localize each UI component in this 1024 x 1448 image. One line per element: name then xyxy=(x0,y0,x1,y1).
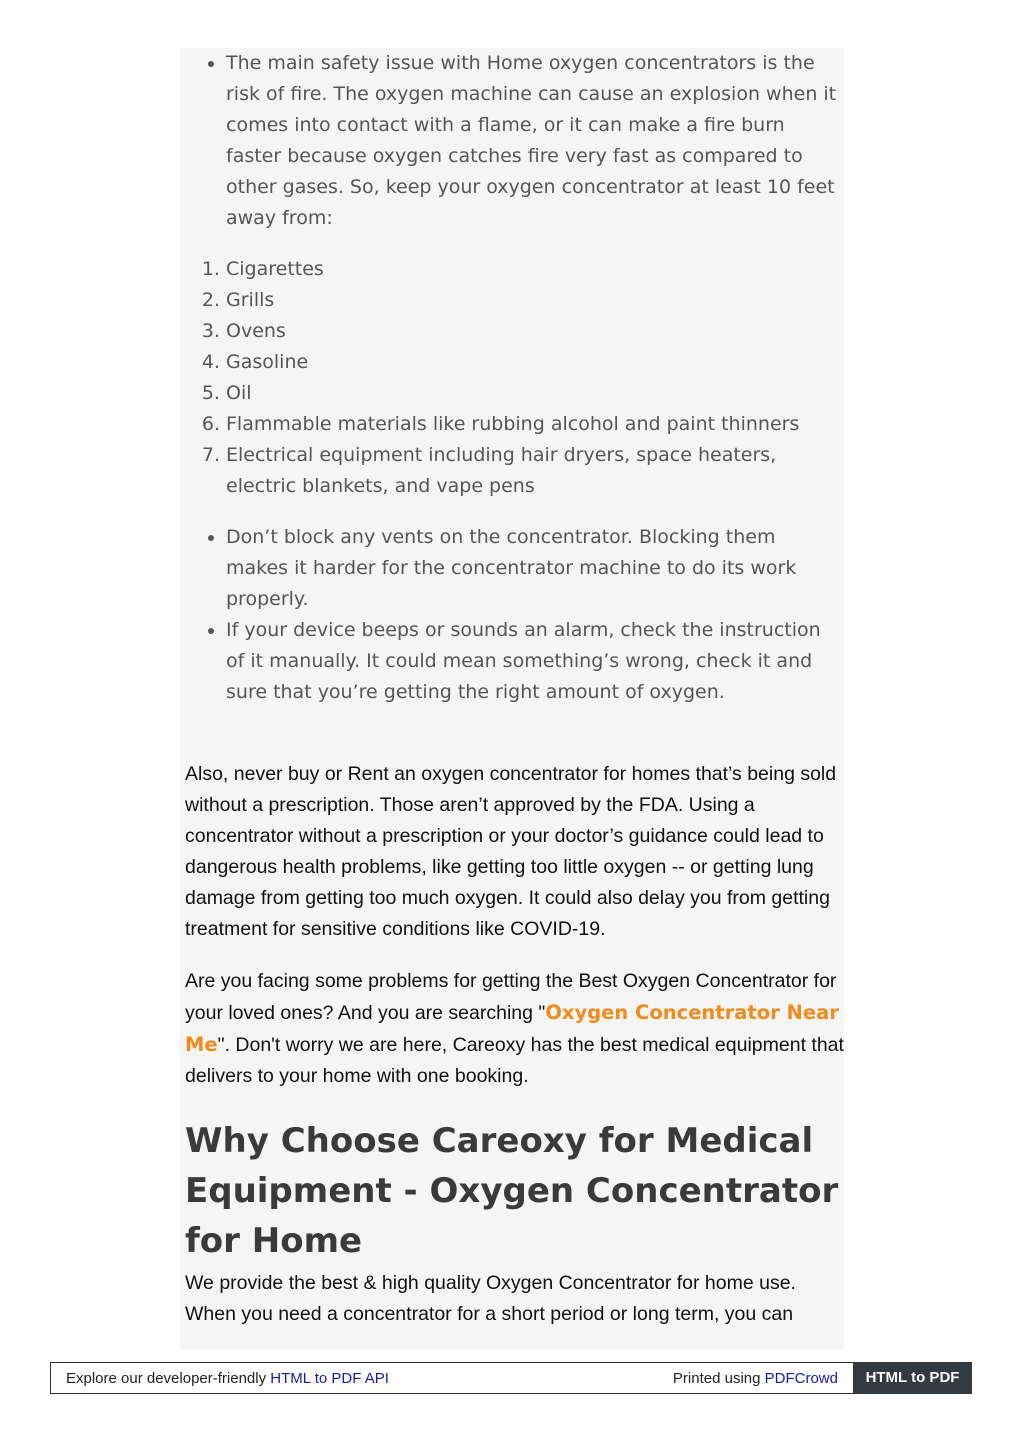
oxygen-concentrator-near-me-link[interactable]: Oxygen Concentrator Near Me xyxy=(185,1001,839,1056)
list-item: • Don’t block any vents on the concentrator. Blocking them makes it harder for the concentrator machine to do its work properly. xyxy=(226,522,841,615)
list-item: 7. Electrical equipment including hair dryers, space heaters, electric blankets, and vape pens xyxy=(226,440,841,502)
paragraph-text-before: Are you facing some problems for getting the Best Oxygen Concentrator for your loved ones? And you are searching " xyxy=(185,970,837,1024)
fire-safety-bullet-list xyxy=(185,48,841,234)
prescription-paragraph: Also, never buy or Rent an oxygen concentrator for homes that’s being sold without a prescription. Those aren’t approved by the FDA. Using a concentrator without a prescription or your doctor’s guidance could lead to dangerous health problems, like getting too little oxygen -- or getting lung damage from getting too much oxygen. It could also delay you from getting treatment for sensitive conditions like COVID-19. xyxy=(185,763,837,940)
list-item: 3. Ovens xyxy=(226,316,841,347)
hazards-numbered-list xyxy=(185,254,841,502)
footer-explore xyxy=(66,1370,389,1387)
html-to-pdf-badge-button[interactable]: HTML to PDF xyxy=(853,1362,972,1394)
html-to-pdf-api-link[interactable]: HTML to PDF API xyxy=(270,1370,389,1387)
pdfcrowd-link[interactable]: PDFCrowd xyxy=(764,1370,838,1387)
usage-tips-bullet-list xyxy=(185,522,841,708)
list-item: 1. Cigarettes xyxy=(226,254,841,285)
list-item: 5. Oil xyxy=(226,378,841,409)
list-item: 6. Flammable materials like rubbing alcohol and paint thinners xyxy=(226,409,841,440)
footer-printed xyxy=(673,1370,838,1387)
list-item: 4. Gasoline xyxy=(226,347,841,378)
why-choose-paragraph: We provide the best & high quality Oxygen Concentrator for home use. When you need a concentrator for a short period or long term, you can xyxy=(185,1272,796,1325)
paragraph-text-after: ". Don't worry we are here, Careoxy has the best medical equipment that delivers to your home with one booking. xyxy=(185,1034,844,1087)
pdfcrowd-footer-bar xyxy=(50,1362,972,1394)
footer-explore-text: Explore our developer-friendly xyxy=(66,1370,271,1387)
list-item: • The main safety issue with Home oxygen concentrators is the risk of fire. The oxygen machine can cause an explosion when it comes into contact with a flame, or it can make a fire burn faster because oxygen catches fire very fast as compared to other gases. So, keep your oxygen concentrator at least 10 feet away from: xyxy=(226,48,841,234)
section-heading: Why Choose Careoxy for Medical Equipment - Oxygen Concentrator for Home xyxy=(185,1121,839,1261)
content-panel xyxy=(180,48,844,1350)
careoxy-intro-paragraph xyxy=(185,966,845,1092)
list-item: • If your device beeps or sounds an alarm, check the instruction of it manually. It could mean something’s wrong, check it and sure that you’re getting the right amount of oxygen. xyxy=(226,615,841,708)
list-item: 2. Grills xyxy=(226,285,841,316)
footer-printed-text: Printed using xyxy=(672,1370,765,1387)
